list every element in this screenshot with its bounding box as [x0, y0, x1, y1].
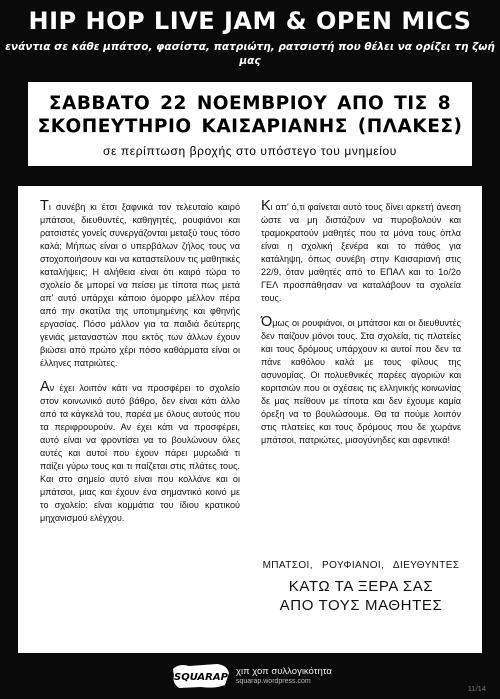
drop-cap: Τ	[40, 198, 49, 214]
event-date: ΣΑΒΒΑΤΟ 22 ΝΟΕΜΒΡΙΟΥ ΑΠΟ ΤΙΣ 8	[48, 93, 452, 114]
collective-name: χιπ χοπ συλλογικότητα	[236, 666, 332, 677]
event-location: ΣΚΟΠΕΥΤΗΡΙΟ ΚΑΙΣΑΡΙΑΝΗΣ (ΠΛΑΚΕΣ)	[37, 116, 463, 137]
logo-text: SQUARAP	[174, 672, 228, 683]
squarap-logo	[171, 661, 231, 691]
paragraph-text: μως οι ρουφιάνοι, οι μπάτσοι και οι διευθυντές δεν παίζουν μόνοι τους. Στα σχολεία, τις πλατείες και τους δρόμους υπάρχουν κι αυτοί που δεν τα πάνε καθόλου καλά με τους φίλους της ασυνομίας. Οι πολυεθνικές παρέες αγοριών και κοριτσιών που οι σχέσεις τις ελληνικής κοινωνίας δε μας πείθουν με τίποτα και δεν έχουμε καμία όρεξη να το βουλώσουμε. Θα τα πούμε λοιπόν στις πλατείες και τους δρόμους που δε χωράνε μπάτσοι, πατριώτες, μισογύνηδες και αφεντικά!	[261, 318, 461, 445]
slogan-block	[261, 560, 461, 615]
article-paragraph	[261, 200, 461, 305]
slogan-line: ΜΠΑΤΣΟΙ, ΡΟΥΦΙΑΝΟΙ, ΔΙΕΥΘΥΝΤΕΣ	[262, 560, 460, 571]
paragraph-text: ι απ' ό,τι φαίνεται αυτό τους δίνει αρκετή άνεση ώστε να μη διστάζουν να πυροβολούν και τραμοκρατούν μαθητές που τα μόνα τους όπλα είναι η σχολική ξενέρα και το πάθος για κατάληψη, όπως συνέβη στην Καισαριανή στις 22/9, όταν μαθητές από το ΕΠΑΛ και το 1ο/2ο ΓΕΛ προσπάθησαν να καταλάβουν τα σχολεία τους.	[261, 202, 461, 303]
article-paragraph	[40, 381, 240, 525]
paragraph-text: ι συνέβη κι έτσι ξαφνικά τον τελευταίο καιρό μπάτσοι, διευθυντές, καθηγητές, ρουφιάνοι και ρατσιστές γονείς συνεργάζονται μεταξύ τους τόσο καλά; Μήπως είναι ο υπερβάλων ζήλος τους να στοχοποιήσουν και να καταστείλουν τις μαθητικές καταλήψεις; Η αλήθεια είναι ότι καιρό τώρα το σχολείο δε μπορεί να πείσει με τίποτα πως μετά απ' αυτό υπάρχει κάποιο όμορφο μέλλον πέρα από την σκατίλα της υποτιμημένης και φθηνής εργασίας. Πόσο μάλλον για τα παιδιά δεύτερης γενιάς μεταναστών που εκτός των άλλων έχουν βιώσει από πρώτο χέρι πόσο καθάρματα είναι οι έλληνες πατριώτες.	[40, 202, 240, 368]
blog-url: squarap.wordpress.com	[236, 678, 311, 685]
article-column-right	[261, 200, 461, 458]
drop-cap: Α	[40, 379, 50, 395]
article-paragraph	[261, 316, 461, 447]
drop-cap: Ό	[261, 314, 273, 330]
slogan-line: ΑΠΟ ΤΟΥΣ ΜΑΘΗΤΕΣ	[279, 597, 443, 614]
paragraph-text: ν έχει λοιπόν κάτι να προσφέρει το σχολείο στον κοινωνικό αυτό βάθρο, δεν είναι κάτι άλλο από τα κάγκελά του, παρέα με όλους αυτούς που τα περιφρουρούν. Αν έχει κάτι να προσφέρει, αυτό είναι να φροντίσει να το βουλώνουν όλες αυτές και αυτοί που έχουν πάρει μυρωδιά τι παίζει γύρω τους και τι παίζεται στις πλάτες τους. Και στο σημείο αυτό είναι που κολλάνε και οι μπάτσοι, μιας και έχουν ένα σημαντικό κοινό με το σχολείο: είναι κομμάτια του ίδιου κρατικού μηχανισμού ελέγχου.	[40, 383, 240, 523]
page-number: 11/14	[467, 684, 486, 693]
article-paragraph	[40, 200, 240, 370]
slogan-line: ΚΑΤΩ ΤΑ ΞΕΡΑ ΣΑΣ	[288, 578, 434, 595]
drop-cap: Κ	[261, 198, 271, 214]
article-column-left	[40, 200, 240, 536]
poster-subtitle: ενάντια σε κάθε μπάτσο, φασίστα, πατριώτη, ρατσιστή που θέλει να ορίζει τη ζωή μας	[5, 41, 495, 67]
poster-title: HIP HOP LIVE JAM & OPEN MICS	[28, 7, 472, 35]
event-rain-note: σε περίπτωση βροχής στο υπόστεγο του μνημείου	[103, 144, 397, 158]
article-box	[18, 186, 482, 653]
event-info-box	[28, 82, 472, 166]
